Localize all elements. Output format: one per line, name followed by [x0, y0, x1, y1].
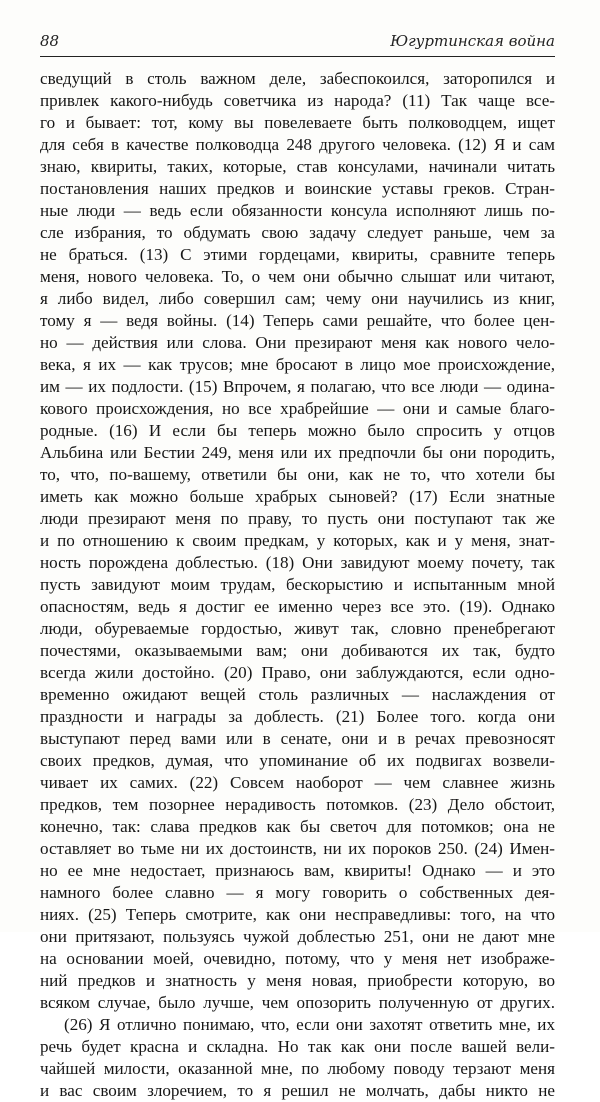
- text-line: знаю, квириты, таких, которые, став консулами, начинали читать: [40, 157, 555, 176]
- text-line: сле избрания, то обдумать свою задачу следует раньше, чем за: [40, 223, 555, 242]
- text-line: ниях. (25) Теперь смотрите, как они несправедливы: того, на что: [40, 905, 555, 924]
- page-header: [40, 32, 555, 60]
- text-line: чайшей милости, оказанной мне, по любому поводу терзают меня: [40, 1059, 555, 1078]
- text-line: временно ожидают вещей столь различных — наслаждения от: [40, 685, 555, 704]
- text-line: люди, обуреваемые гордостью, живут так, словно пренебрегают: [40, 619, 555, 638]
- text-line: выступают перед вами или в сенате, они и в речах превозносят: [40, 729, 555, 748]
- text-line: но ее мне недостает, признаюсь вам, квириты! Однако — и это: [40, 861, 555, 880]
- text-line: ность порождена доблестью. (18) Они завидуют моему почету, так: [40, 553, 555, 572]
- text-line: всегда жили достойно. (20) Право, они заблуждаются, если одно-: [40, 663, 555, 682]
- text-line: то, что, по-вашему, ответили бы они, как не то, что хотели бы: [40, 465, 555, 484]
- text-line: им — их подлости. (15) Впрочем, я полагаю, что все люди — одина-: [40, 377, 555, 396]
- text-line: намного более славно — я могу говорить о собственных дея-: [40, 883, 555, 902]
- text-line: оставляет во тьме ни их достоинств, ни их пороков 250. (24) Имен-: [40, 839, 555, 858]
- text-line: пусть завидуют моим трудам, бескорыстию и испытанным мной: [40, 575, 555, 594]
- text-line: не браться. (13) С этими гордецами, квириты, сравните теперь: [40, 245, 555, 264]
- text-line: иметь как можно больше храбрых сыновей? (17) Если знатные: [40, 487, 555, 506]
- text-line: ные люди — ведь если обязанности консула исполняют лишь по-: [40, 201, 555, 220]
- text-line: чивает их самих. (22) Совсем наоборот — чем славнее жизнь: [40, 773, 555, 792]
- text-line: (26) Я отлично понимаю, что, если они захотят ответить мне, их: [64, 1015, 555, 1034]
- text-line: кового происхождения, но все храбрейшие — они и самые благо-: [40, 399, 555, 418]
- text-line: конечно, так: слава предков как бы светоч для потомков; она не: [40, 817, 555, 836]
- text-line: но — действия или слова. Они презирают меня как нового чело-: [40, 333, 555, 352]
- text-line: опасностям, ведь я достиг ее именно через все это. (19). Однако: [40, 597, 555, 616]
- text-line: предков, тем позорнее нерадивость потомков. (23) Дело обстоит,: [40, 795, 555, 814]
- text-line: речь будет красна и складна. Но так как они после вашей вели-: [40, 1037, 555, 1056]
- text-line: века, я их — как трусов; мне бросают в лицо мое происхождение,: [40, 355, 555, 374]
- text-line: ний предков и знатность у меня новая, приобрести которую, во: [40, 971, 555, 990]
- text-line: и по отношению к своим предкам, у которых, как и у меня, знат-: [40, 531, 555, 550]
- text-line: всяком случае, было лучше, чем опозорить полученную от других.: [40, 993, 555, 1012]
- header-rule: [40, 56, 555, 57]
- text-line: для себя в качестве полководца 248 другого человека. (12) Я и сам: [40, 135, 555, 154]
- text-line: и вас своим злоречием, то я решил не молчать, дабы никто не: [40, 1081, 555, 1100]
- text-line: сведущий в столь важном деле, забеспокоился, заторопился и: [40, 69, 555, 88]
- text-line: тому я — ведя войны. (14) Теперь сами решайте, что более цен-: [40, 311, 555, 330]
- text-line: постановления наших предков и воинские уставы греков. Стран-: [40, 179, 555, 198]
- text-line: я либо видел, либо совершил сам; чему они научились из книг,: [40, 289, 555, 308]
- text-line: го и бывает: тот, кому вы повелеваете быть полководцем, ищет: [40, 113, 555, 132]
- text-line: они притязают, пользуясь чужой доблестью 251, они не дают мне: [40, 927, 555, 946]
- text-line: родные. (16) И если бы теперь можно было спросить у отцов: [40, 421, 555, 440]
- text-line: Альбина или Бестии 249, меня или их предпочли бы они породить,: [40, 443, 555, 462]
- body-text: [40, 68, 555, 1102]
- text-line: праздности и награды за доблесть. (21) Более того. когда они: [40, 707, 555, 726]
- text-line: люди презирают меня по праву, то пусть они поступают так же: [40, 509, 555, 528]
- text-line: своих предков, думая, что упоминание об их подвигах возвели-: [40, 751, 555, 770]
- text-line: на основании моей, очевидно, потому, что у меня нет изображе-: [40, 949, 555, 968]
- text-line: привлек какого-нибудь советчика из народа? (11) Так чаще все-: [40, 91, 555, 110]
- running-title: Югуртинская война: [390, 32, 555, 50]
- page-number: 88: [40, 32, 60, 50]
- text-line: меня, нового человека. То, о чем они обычно слышат или читают,: [40, 267, 555, 286]
- text-line: почестями, оказываемыми вам; они добиваются их так, будто: [40, 641, 555, 660]
